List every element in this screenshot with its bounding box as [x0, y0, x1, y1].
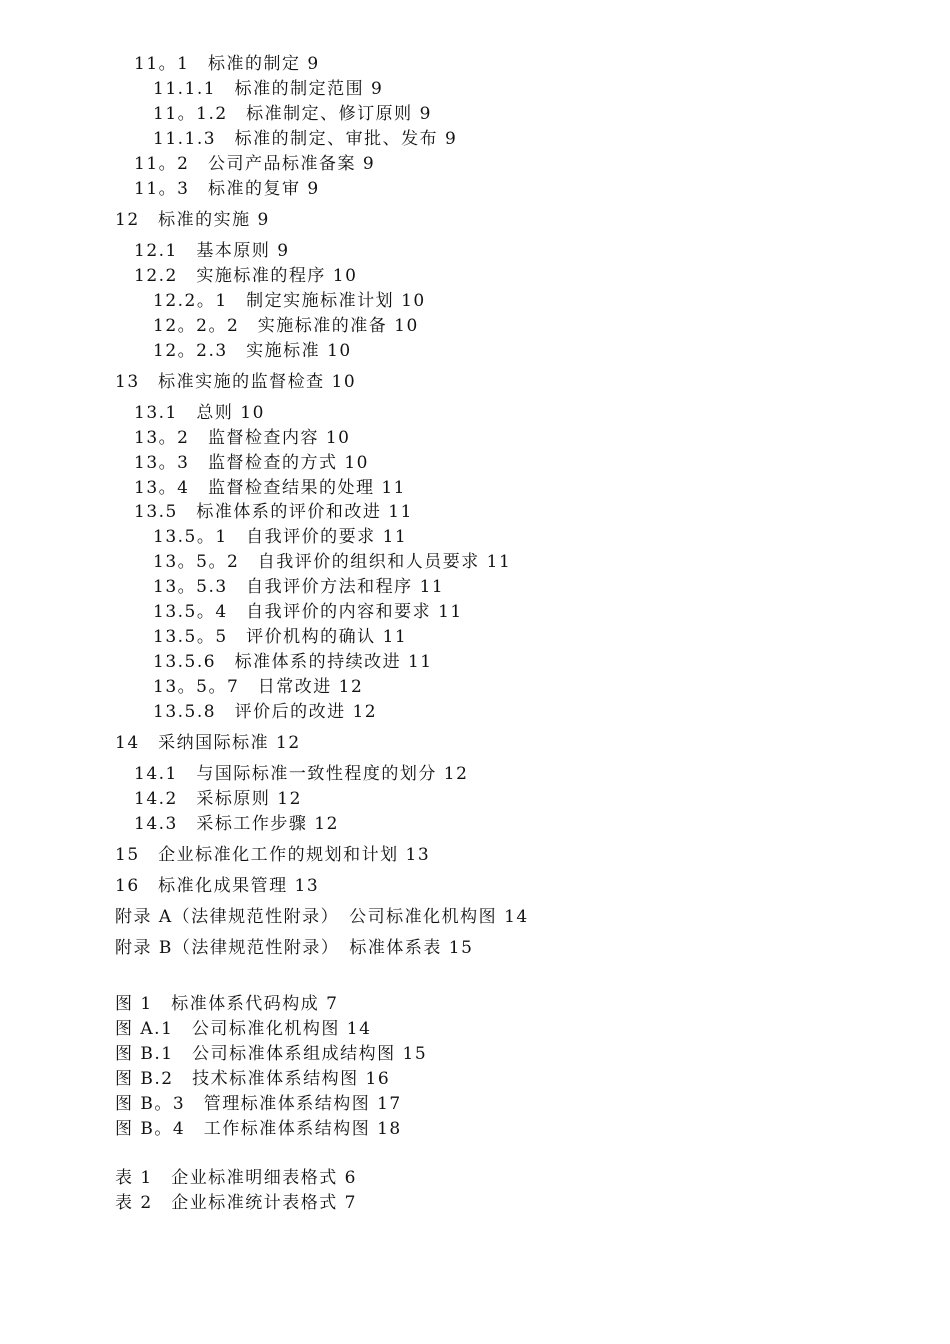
toc-entry[interactable]: 14.3 采标工作步骤 12 [134, 814, 339, 834]
figure-entry[interactable]: 图 B。3 管理标准体系结构图 17 [115, 1094, 402, 1114]
table-entry[interactable]: 表 1 企业标准明细表格式 6 [115, 1168, 357, 1188]
toc-entry[interactable]: 13.5。5 评价机构的确认 11 [153, 627, 408, 647]
toc-entry[interactable]: 13。2 监督检查内容 10 [134, 428, 351, 448]
toc-entry[interactable]: 13。5.3 自我评价方法和程序 11 [153, 577, 445, 597]
toc-entry[interactable]: 11。3 标准的复审 9 [134, 179, 320, 199]
toc-entry[interactable]: 11.1.3 标准的制定、审批、发布 9 [153, 129, 458, 149]
toc-entry[interactable]: 11。1 标准的制定 9 [134, 54, 320, 74]
toc-chapter[interactable]: 16 标准化成果管理 13 [115, 876, 320, 896]
toc-entry[interactable]: 14.2 采标原则 12 [134, 789, 302, 809]
toc-entry[interactable]: 11。2 公司产品标准备案 9 [134, 154, 376, 174]
toc-entry[interactable]: 12.1 基本原则 9 [134, 241, 290, 261]
toc-entry[interactable]: 11。1.2 标准制定、修订原则 9 [153, 104, 432, 124]
toc-entry[interactable]: 13.5.8 评价后的改进 12 [153, 702, 378, 722]
toc-chapter[interactable]: 15 企业标准化工作的规划和计划 13 [115, 845, 431, 865]
toc-appendix[interactable]: 附录 A（法律规范性附录） 公司标准化机构图 14 [115, 907, 529, 927]
figure-entry[interactable]: 图 A.1 公司标准化机构图 14 [115, 1019, 372, 1039]
toc-entry[interactable]: 13.5。1 自我评价的要求 11 [153, 527, 408, 547]
toc-entry[interactable]: 12。2。2 实施标准的准备 10 [153, 316, 419, 336]
toc-entry[interactable]: 11.1.1 标准的制定范围 9 [153, 79, 384, 99]
figure-entry[interactable]: 图 B。4 工作标准体系结构图 18 [115, 1119, 402, 1139]
toc-entry[interactable]: 13.1 总则 10 [134, 403, 265, 423]
figure-entry[interactable]: 图 B.2 技术标准体系结构图 16 [115, 1069, 391, 1089]
toc-appendix[interactable]: 附录 B（法律规范性附录） 标准体系表 15 [115, 938, 474, 958]
figure-entry[interactable]: 图 1 标准体系代码构成 7 [115, 994, 339, 1014]
toc-entry[interactable]: 13。3 监督检查的方式 10 [134, 453, 369, 473]
toc-chapter[interactable]: 13 标准实施的监督检查 10 [115, 372, 357, 392]
toc-entry[interactable]: 13。4 监督检查结果的处理 11 [134, 478, 406, 498]
toc-entry[interactable]: 13.5 标准体系的评价和改进 11 [134, 502, 413, 522]
toc-entry[interactable]: 13。5。7 日常改进 12 [153, 677, 364, 697]
toc-entry[interactable]: 12。2.3 实施标准 10 [153, 341, 352, 361]
toc-entry[interactable]: 13.5。4 自我评价的内容和要求 11 [153, 602, 463, 622]
toc-chapter[interactable]: 14 采纳国际标准 12 [115, 733, 301, 753]
toc-entry[interactable]: 12.2 实施标准的程序 10 [134, 266, 358, 286]
toc-entry[interactable]: 13.5.6 标准体系的持续改进 11 [153, 652, 433, 672]
toc-entry[interactable]: 14.1 与国际标准一致性程度的划分 12 [134, 764, 469, 784]
table-entry[interactable]: 表 2 企业标准统计表格式 7 [115, 1193, 357, 1213]
figure-entry[interactable]: 图 B.1 公司标准体系组成结构图 15 [115, 1044, 428, 1064]
toc-entry[interactable]: 13。5。2 自我评价的组织和人员要求 11 [153, 552, 512, 572]
toc-entry[interactable]: 12.2。1 制定实施标准计划 10 [153, 291, 426, 311]
toc-chapter[interactable]: 12 标准的实施 9 [115, 210, 270, 230]
